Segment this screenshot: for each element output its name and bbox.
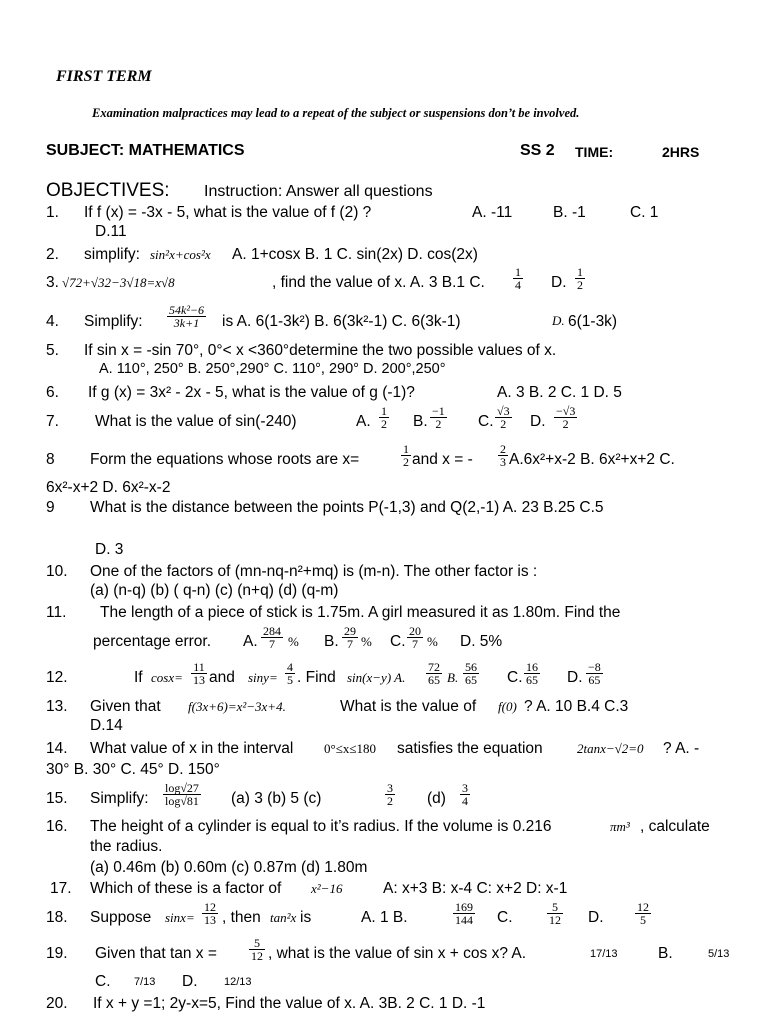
- q2-expression: sin²x+cos²x: [150, 247, 211, 262]
- q14-number: 14.: [46, 740, 68, 757]
- q1-option-d: D.11: [95, 223, 127, 240]
- q7-option-d-label: D.: [530, 413, 546, 430]
- q15-option-d-fraction: $\frac{3}{4}$: [462, 781, 468, 808]
- q12-sin-expression: siny=: [248, 670, 278, 685]
- q11-option-b-percent: %: [361, 634, 372, 649]
- q4-number: 4.: [46, 313, 59, 330]
- q1-option-b: B. -1: [553, 204, 586, 221]
- q8-text-and: and x = -: [412, 451, 473, 468]
- q2-options: A. 1+cosx B. 1 C. sin(2x) D. cos(2x): [232, 246, 478, 263]
- q9-number: 9: [46, 499, 55, 516]
- q4-fraction: $\frac{\text{54k²−6}}{3k+1}$: [169, 303, 205, 330]
- q15-fraction: $\frac{\log√27}{\log√81}$: [165, 781, 199, 808]
- q4-options: is A. 6(1-3k²) B. 6(3k²-1) C. 6(3k-1): [222, 313, 461, 330]
- q19-option-c-label: C.: [95, 973, 111, 990]
- q16-text2: , calculate: [640, 818, 710, 835]
- q7-number: 7.: [46, 413, 59, 430]
- q11-option-a-percent: %: [288, 634, 299, 649]
- q9-option-d: D. 3: [95, 541, 124, 558]
- q12-sin-fraction: $\frac{4}{5}$: [287, 660, 293, 687]
- q8-options-cont: 6x²-x+2 D. 6x²-x-2: [46, 479, 171, 496]
- time-label: TIME:: [575, 144, 614, 160]
- q7-text: What is the value of sin(-240): [95, 413, 297, 430]
- q13-expression: f(3x+6)=x²−3x+4.: [188, 699, 286, 714]
- q20-number: 20.: [46, 995, 68, 1012]
- q15-number: 15.: [46, 790, 68, 807]
- q5-options: A. 110°, 250° B. 250°,290° C. 110°, 290° D. 200°,250°: [99, 361, 446, 377]
- q4-option-d: 6(1-3k): [568, 313, 618, 330]
- q18-number: 18.: [46, 909, 68, 926]
- q18-option-b-fraction: $\frac{169}{144}$: [455, 900, 473, 927]
- q13-number: 13.: [46, 698, 68, 715]
- q15-option-c-fraction: $\frac{3}{2}$: [387, 781, 393, 808]
- q3-option-c-fraction: $\frac{1}{4}$: [515, 265, 521, 292]
- q1-option-c: C. 1: [630, 204, 659, 221]
- q18-text: Suppose: [90, 909, 152, 926]
- q13-text2: What is the value of: [340, 698, 477, 715]
- q14-interval: 0°≤x≤180: [324, 741, 376, 756]
- q12-text-and: and: [209, 669, 235, 686]
- q7-option-b-fraction: $\frac{-1}{2}$: [432, 404, 445, 431]
- q11-option-c-label: C.: [390, 633, 406, 650]
- term-heading: FIRST TERM: [56, 68, 152, 85]
- q11-option-b-label: B.: [324, 633, 339, 650]
- q9-text: What is the distance between the points P(-1,3) and Q(2,-1) A. 23 B.25 C.5: [90, 499, 604, 516]
- q14-text: What value of x in the interval: [90, 740, 294, 757]
- q19-option-d: 12/13: [224, 976, 252, 988]
- q11-line2: percentage error.: [93, 633, 212, 650]
- objectives-title: OBJECTIVES:: [46, 180, 170, 201]
- q12-number: 12.: [46, 669, 68, 686]
- q12-option-d-label: D.: [567, 669, 583, 686]
- q13-expression2: f(0): [498, 699, 517, 714]
- q10-number: 10.: [46, 563, 68, 580]
- q8-text: Form the equations whose roots are x=: [90, 451, 360, 468]
- q17-text: Which of these is a factor of: [90, 880, 282, 897]
- objectives-instruction: Instruction: Answer all questions: [204, 183, 433, 200]
- q7-option-a-fraction: $\frac{1}{2}$: [381, 404, 387, 431]
- q7-option-a-label: A.: [356, 413, 371, 430]
- q6-options: A. 3 B. 2 C. 1 D. 5: [497, 384, 622, 401]
- subject-label: SUBJECT: MATHEMATICS: [46, 142, 245, 159]
- q14-options: 30° B. 30° C. 45° D. 150°: [46, 761, 220, 778]
- q16-text: The height of a cylinder is equal to it’s radius. If the volume is 0.216: [90, 818, 552, 835]
- q11-option-c-fraction: $\frac{20}{7}$: [409, 624, 421, 651]
- q4-text: Simplify:: [84, 313, 143, 330]
- q3-expression: √72+√32−3√18=x√8: [62, 275, 175, 290]
- q19-option-b-label: B.: [658, 945, 673, 962]
- malpractice-warning: Examination malpractices may lead to a repeat of the subject or suspensions don’t be involved.: [92, 106, 580, 120]
- q7-option-c-label: C.: [478, 413, 494, 430]
- q12-text-if: If: [134, 669, 143, 686]
- q18-text2: , then: [222, 909, 261, 926]
- q2-number: 2.: [46, 246, 59, 263]
- class-label: SS 2: [520, 142, 555, 159]
- q12-cos-fraction: $\frac{11}{13}$: [193, 660, 205, 687]
- q11-text: The length of a piece of stick is 1.75m. A girl measured it as 1.80m. Find the: [100, 604, 621, 621]
- q16-number: 16.: [46, 818, 68, 835]
- q10-text: One of the factors of (mn-nq-n²+mq) is (m-n). The other factor is :: [90, 563, 538, 580]
- q14-equation: 2tanx−√2=0: [577, 741, 644, 756]
- q1-number: 1.: [46, 204, 59, 221]
- q11-option-c-percent: %: [427, 634, 438, 649]
- q16-line2: the radius.: [90, 838, 163, 855]
- q18-text3: is: [300, 909, 312, 926]
- q18-option-a: A. 1 B.: [361, 909, 408, 926]
- q19-option-a: 17/13: [590, 948, 618, 960]
- q6-number: 6.: [46, 384, 59, 401]
- q3-option-d-label: D.: [551, 274, 567, 291]
- q1-option-a: A. -11: [472, 204, 513, 221]
- q16-options: (a) 0.46m (b) 0.60m (c) 0.87m (d) 1.80m: [90, 859, 368, 876]
- q18-expression: sinx=: [165, 910, 195, 925]
- q13-option-d: D.14: [90, 717, 123, 734]
- q17-expression: x²−16: [311, 881, 343, 896]
- q2-text: simplify:: [84, 246, 140, 263]
- q5-text: If sin x = -sin 70°, 0°< x <360°determine the two possible values of x.: [84, 342, 557, 359]
- q10-options: (a) (n-q) (b) ( q-n) (c) (n+q) (d) (q-m): [90, 582, 339, 599]
- q18-option-c-fraction: $\frac{5}{12}$: [549, 900, 561, 927]
- q13-options: ? A. 10 B.4 C.3: [524, 698, 629, 715]
- q12-option-b-fraction: $\frac{56}{65}$: [465, 660, 477, 687]
- q12-find-expression: sin(x−y) A.: [347, 670, 406, 685]
- q3-option-d-fraction: $\frac{1}{2}$: [577, 265, 583, 292]
- q4-option-d-label: D.: [552, 313, 565, 328]
- q12-option-a-fraction: $\frac{72}{65}$: [428, 660, 440, 687]
- q17-options: A: x+3 B: x-4 C: x+2 D: x-1: [383, 880, 568, 897]
- q12-cos-expression: cosx=: [151, 670, 183, 685]
- q7-option-d-fraction: $\frac{-√3}{2}$: [556, 404, 576, 431]
- q19-option-d-label: D.: [182, 973, 198, 990]
- q15-text: Simplify:: [90, 790, 149, 807]
- q18-option-d-label: D.: [588, 909, 604, 926]
- q8-options: A.6x²+x-2 B. 6x²+x+2 C.: [509, 451, 675, 468]
- q12-text-find: . Find: [297, 669, 336, 686]
- q8-root1-fraction: $\frac{1}{2}$: [403, 442, 409, 469]
- q8-root2-fraction: $\frac{2}{3}$: [500, 442, 506, 469]
- q3-number: 3.: [46, 274, 59, 291]
- q6-text: If g (x) = 3x² - 2x - 5, what is the value of g (-1)?: [88, 384, 415, 401]
- q14-option-a: ? A. -: [663, 740, 700, 757]
- q19-text2: , what is the value of sin x + cos x? A.: [268, 945, 527, 962]
- q18-option-d-fraction: $\frac{12}{5}$: [637, 900, 649, 927]
- time-value: 2HRS: [662, 144, 700, 160]
- q12-option-b-label: B.: [447, 670, 459, 685]
- q12-option-d-fraction: $\frac{-8}{65}$: [588, 660, 601, 687]
- q7-option-c-fraction: $\frac{√3}{2}$: [497, 404, 510, 431]
- q8-number: 8: [46, 451, 55, 468]
- q20-text: If x + y =1; 2y-x=5, Find the value of x. A. 3B. 2 C. 1 D. -1: [93, 995, 486, 1012]
- q12-option-c-label: C.: [507, 669, 523, 686]
- q11-option-a-label: A.: [243, 633, 258, 650]
- q11-number: 11.: [46, 604, 67, 621]
- q13-text: Given that: [90, 698, 161, 715]
- q1-text: If f (x) = -3x - 5, what is the value of f (2) ?: [84, 204, 372, 221]
- q14-text2: satisfies the equation: [397, 740, 543, 757]
- q18-fraction: $\frac{12}{13}$: [204, 900, 216, 927]
- q18-option-c-label: C.: [497, 909, 513, 926]
- q11-option-a-fraction: $\frac{284}{7}$: [263, 624, 281, 651]
- q19-number: 19.: [46, 945, 68, 962]
- q3-text: , find the value of x. A. 3 B.1 C.: [272, 274, 485, 291]
- q11-option-b-fraction: $\frac{29}{7}$: [344, 624, 356, 651]
- q16-unit: πm³: [610, 819, 630, 834]
- q17-number: 17.: [50, 880, 72, 897]
- q12-option-c-fraction: $\frac{16}{65}$: [526, 660, 538, 687]
- q19-option-c: 7/13: [134, 976, 156, 988]
- q19-option-b: 5/13: [708, 948, 730, 960]
- q15-option-d-label: (d): [427, 790, 446, 807]
- q18-expression2: tan²x: [270, 910, 297, 925]
- q19-text: Given that tan x =: [95, 945, 217, 962]
- q19-fraction: $\frac{5}{12}$: [251, 936, 263, 963]
- q5-number: 5.: [46, 342, 59, 359]
- q11-option-d: D. 5%: [460, 633, 503, 650]
- q7-option-b-label: B.: [413, 413, 428, 430]
- q15-options: (a) 3 (b) 5 (c): [231, 790, 322, 807]
